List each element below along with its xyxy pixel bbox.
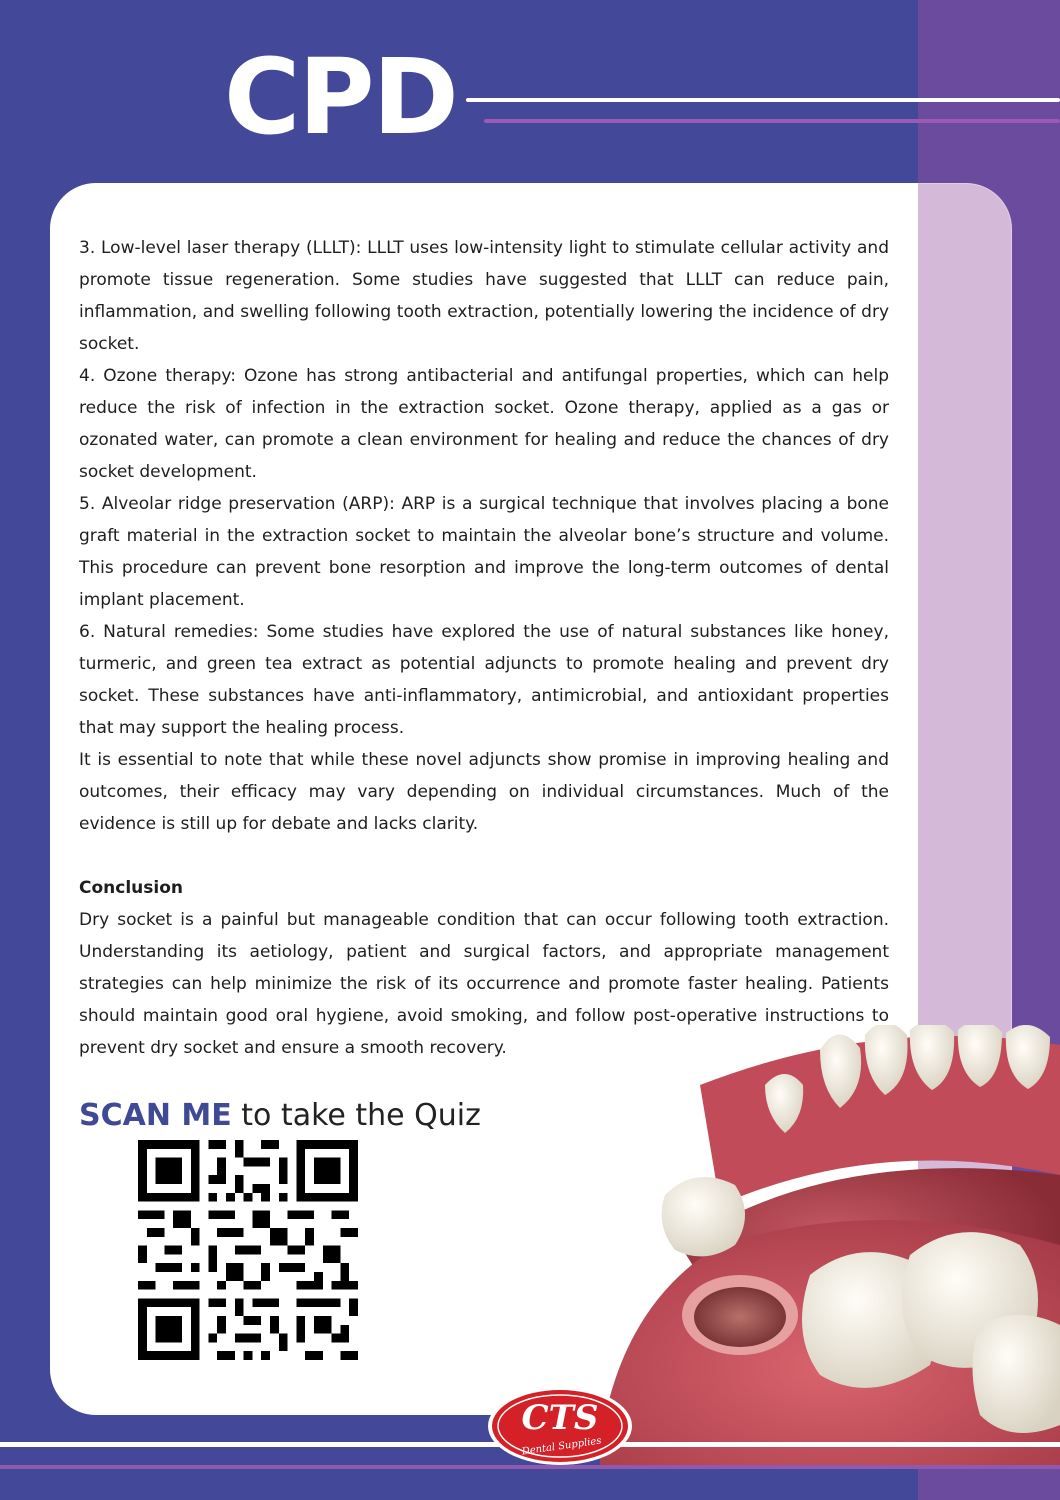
quiz-prompt [79, 1098, 481, 1133]
paragraph-natural-remedies: 6. Natural remedies: Some studies have explored the use of natural substances like honey, turmeric, and green tea extract as potential adjuncts to promote healing and prevent dry socket. These substances have anti-inflammatory, antimicrobial, and antioxidant properties that may support the healing process. [79, 622, 889, 738]
qr-code-svg[interactable] [138, 1140, 358, 1360]
paragraph-gap [79, 840, 889, 872]
quiz-prompt-text: to take the Quiz [231, 1098, 481, 1133]
dry-socket-tooth-illustration [580, 1025, 1060, 1465]
page-title: CPD [224, 36, 457, 158]
paragraph-note: It is essential to note that while these novel adjuncts show promise in improving healing and outcomes, their efficacy may vary depending on individual circumstances. Much of the evidence is still up for debate and lacks clarity. [79, 750, 889, 834]
paragraph-arp: 5. Alveolar ridge preservation (ARP): ARP is a surgical technique that involves placing a bone graft material in the extraction socket to maintain the alveolar bone’s structure and volume. This procedure can prevent bone resorption and improve the long-term outcomes of dental implant placement. [79, 494, 889, 610]
logo-brand: CTS [521, 1398, 599, 1438]
conclusion-text: Dry socket is a painful but manageable condition that can occur following tooth extraction. Understanding its aetiology, patient and surgical factors, and appropriate management strategies can help minimize the risk of its occurrence and promote faster healing. Patients should maintain good oral hygiene, avoid smoking, and follow post-operative instructions to prevent dry socket and ensure a smooth recovery. [79, 910, 889, 1058]
tooth-illustration-svg [580, 1025, 1060, 1465]
cts-logo-svg [486, 1385, 634, 1467]
logo-tagline: Dental Supplies [521, 1435, 603, 1458]
conclusion-heading: Conclusion [79, 878, 183, 898]
header-divider-white [466, 98, 1060, 102]
scan-me-label: SCAN ME [79, 1098, 232, 1133]
qr-code-icon[interactable] [138, 1140, 358, 1360]
article-body [79, 232, 889, 1064]
paragraph-ozone: 4. Ozone therapy: Ozone has strong antibacterial and antifungal properties, which can help reduce the risk of infection in the extraction socket. Ozone therapy, applied as a gas or ozonated water, can promote a clean environment for healing and reduce the chances of dry socket development. [79, 366, 889, 482]
paragraph-lllt: 3. Low-level laser therapy (LLLT): LLLT uses low-intensity light to stimulate cellular activity and promote tissue regeneration. Some studies have suggested that LLLT can reduce pain, inflammation, and swelling following tooth extraction, potentially lowering the incidence of dry socket. [79, 238, 889, 354]
header-divider-purple [484, 119, 1060, 123]
cts-logo-icon [486, 1385, 634, 1467]
